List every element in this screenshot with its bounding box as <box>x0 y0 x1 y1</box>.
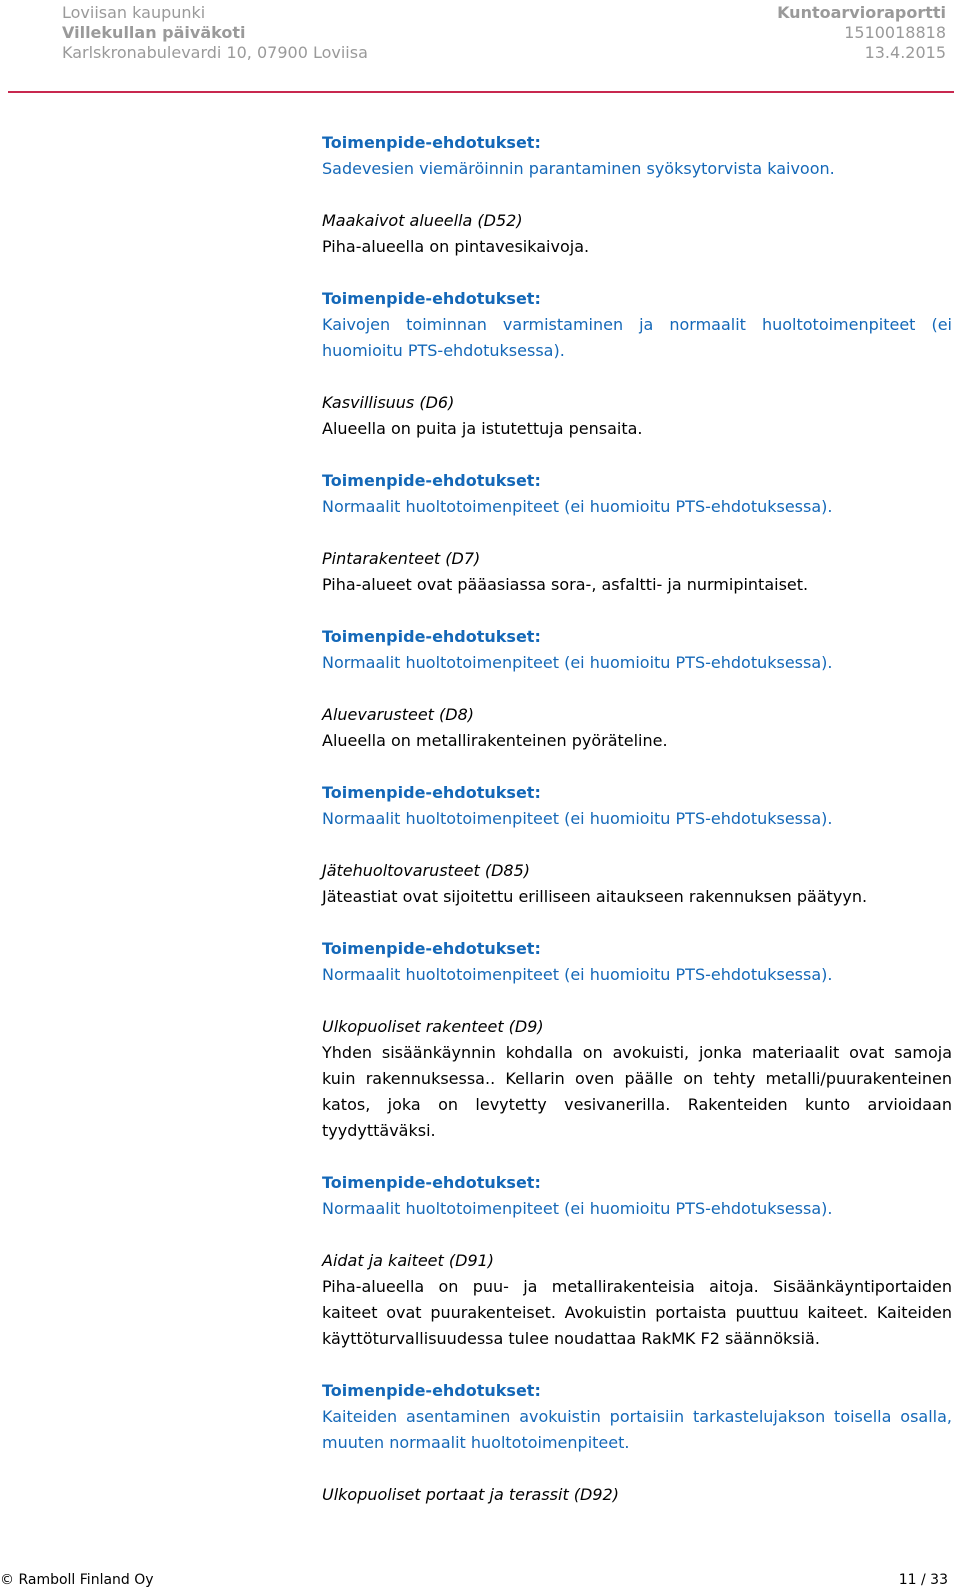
section-heading: Toimenpide-ehdotukset: <box>322 1381 541 1400</box>
section-title: Kasvillisuus (D6) <box>322 393 455 412</box>
footer-copyright: © Ramboll Finland Oy <box>0 1572 154 1588</box>
section-text: Piha-alueet ovat pääasiassa sora-, asfaltti- ja nurmipintaiset. <box>322 575 809 594</box>
section-text: Piha-alueella on puu- ja metallirakenteisia aitoja. Sisäänkäyntiportaiden kaiteet ovat puurakenteiset. Avokuistin portaista puuttuu kaiteet. Kaiteiden käyttöturvallisuudessa tulee noudattaa RakMK F2 säännöksiä. <box>322 1277 952 1348</box>
section-title: Jätehuoltovarusteet (D85) <box>322 861 531 880</box>
section-heading: Toimenpide-ehdotukset: <box>322 471 541 490</box>
section-action-text: Kaivojen toiminnan varmistaminen ja normaalit huoltotoimenpiteet (ei huomioitu PTS-ehdotuksessa). <box>322 315 952 360</box>
section-action-text: Kaiteiden asentaminen avokuistin portaisiin tarkastelujakson toisella osalla, muuten normaalit huoltotoimenpiteet. <box>322 1407 952 1452</box>
header-report-type: Kuntoarvioraportti <box>777 3 946 22</box>
section-title: Ulkopuoliset rakenteet (D9) <box>322 1017 544 1036</box>
header-site: Villekullan päiväkoti <box>62 23 246 42</box>
section-text: Jäteastiat ovat sijoitettu erilliseen aitaukseen rakennuksen päätyyn. <box>322 887 868 906</box>
section-title: Ulkopuoliset portaat ja terassit (D92) <box>322 1485 619 1504</box>
section-heading: Toimenpide-ehdotukset: <box>322 1173 541 1192</box>
section-action-text: Normaalit huoltotoimenpiteet (ei huomioitu PTS-ehdotuksessa). <box>322 653 833 672</box>
section-text: Yhden sisäänkäynnin kohdalla on avokuisti, jonka materiaalit ovat samoja kuin rakennuksessa.. Kellarin oven päälle on tehty metalli/puurakenteinen katos, joka on levytetty vesivanerilla. Rakenteiden kunto arvioidaan tyydyttäväksi. <box>322 1043 952 1140</box>
section-action-text: Normaalit huoltotoimenpiteet (ei huomioitu PTS-ehdotuksessa). <box>322 1199 833 1218</box>
section-heading: Toimenpide-ehdotukset: <box>322 627 541 646</box>
section-heading: Toimenpide-ehdotukset: <box>322 289 541 308</box>
section-heading: Toimenpide-ehdotukset: <box>322 939 541 958</box>
document-body <box>322 130 952 1508</box>
section-text: Piha-alueella on pintavesikaivoja. <box>322 237 590 256</box>
header-date: 13.4.2015 <box>864 43 946 62</box>
section-action-text: Sadevesien viemäröinnin parantaminen syöksytorvista kaivoon. <box>322 159 835 178</box>
section-heading: Toimenpide-ehdotukset: <box>322 133 541 152</box>
header-rule <box>8 91 954 93</box>
header-report-number: 1510018818 <box>844 23 946 42</box>
page-header <box>62 0 946 92</box>
section-title: Aidat ja kaiteet (D91) <box>322 1251 495 1270</box>
section-title: Aluevarusteet (D8) <box>322 705 475 724</box>
header-address: Karlskronabulevardi 10, 07900 Loviisa <box>62 43 368 62</box>
section-action-text: Normaalit huoltotoimenpiteet (ei huomioitu PTS-ehdotuksessa). <box>322 965 833 984</box>
section-text: Alueella on puita ja istutettuja pensaita. <box>322 419 643 438</box>
section-action-text: Normaalit huoltotoimenpiteet (ei huomioitu PTS-ehdotuksessa). <box>322 809 833 828</box>
page-number: 11 / 33 <box>898 1572 948 1588</box>
section-action-text: Normaalit huoltotoimenpiteet (ei huomioitu PTS-ehdotuksessa). <box>322 497 833 516</box>
section-title: Pintarakenteet (D7) <box>322 549 481 568</box>
section-text: Alueella on metallirakenteinen pyöräteline. <box>322 731 668 750</box>
section-title: Maakaivot alueella (D52) <box>322 211 523 230</box>
header-org: Loviisan kaupunki <box>62 3 206 22</box>
section-heading: Toimenpide-ehdotukset: <box>322 783 541 802</box>
